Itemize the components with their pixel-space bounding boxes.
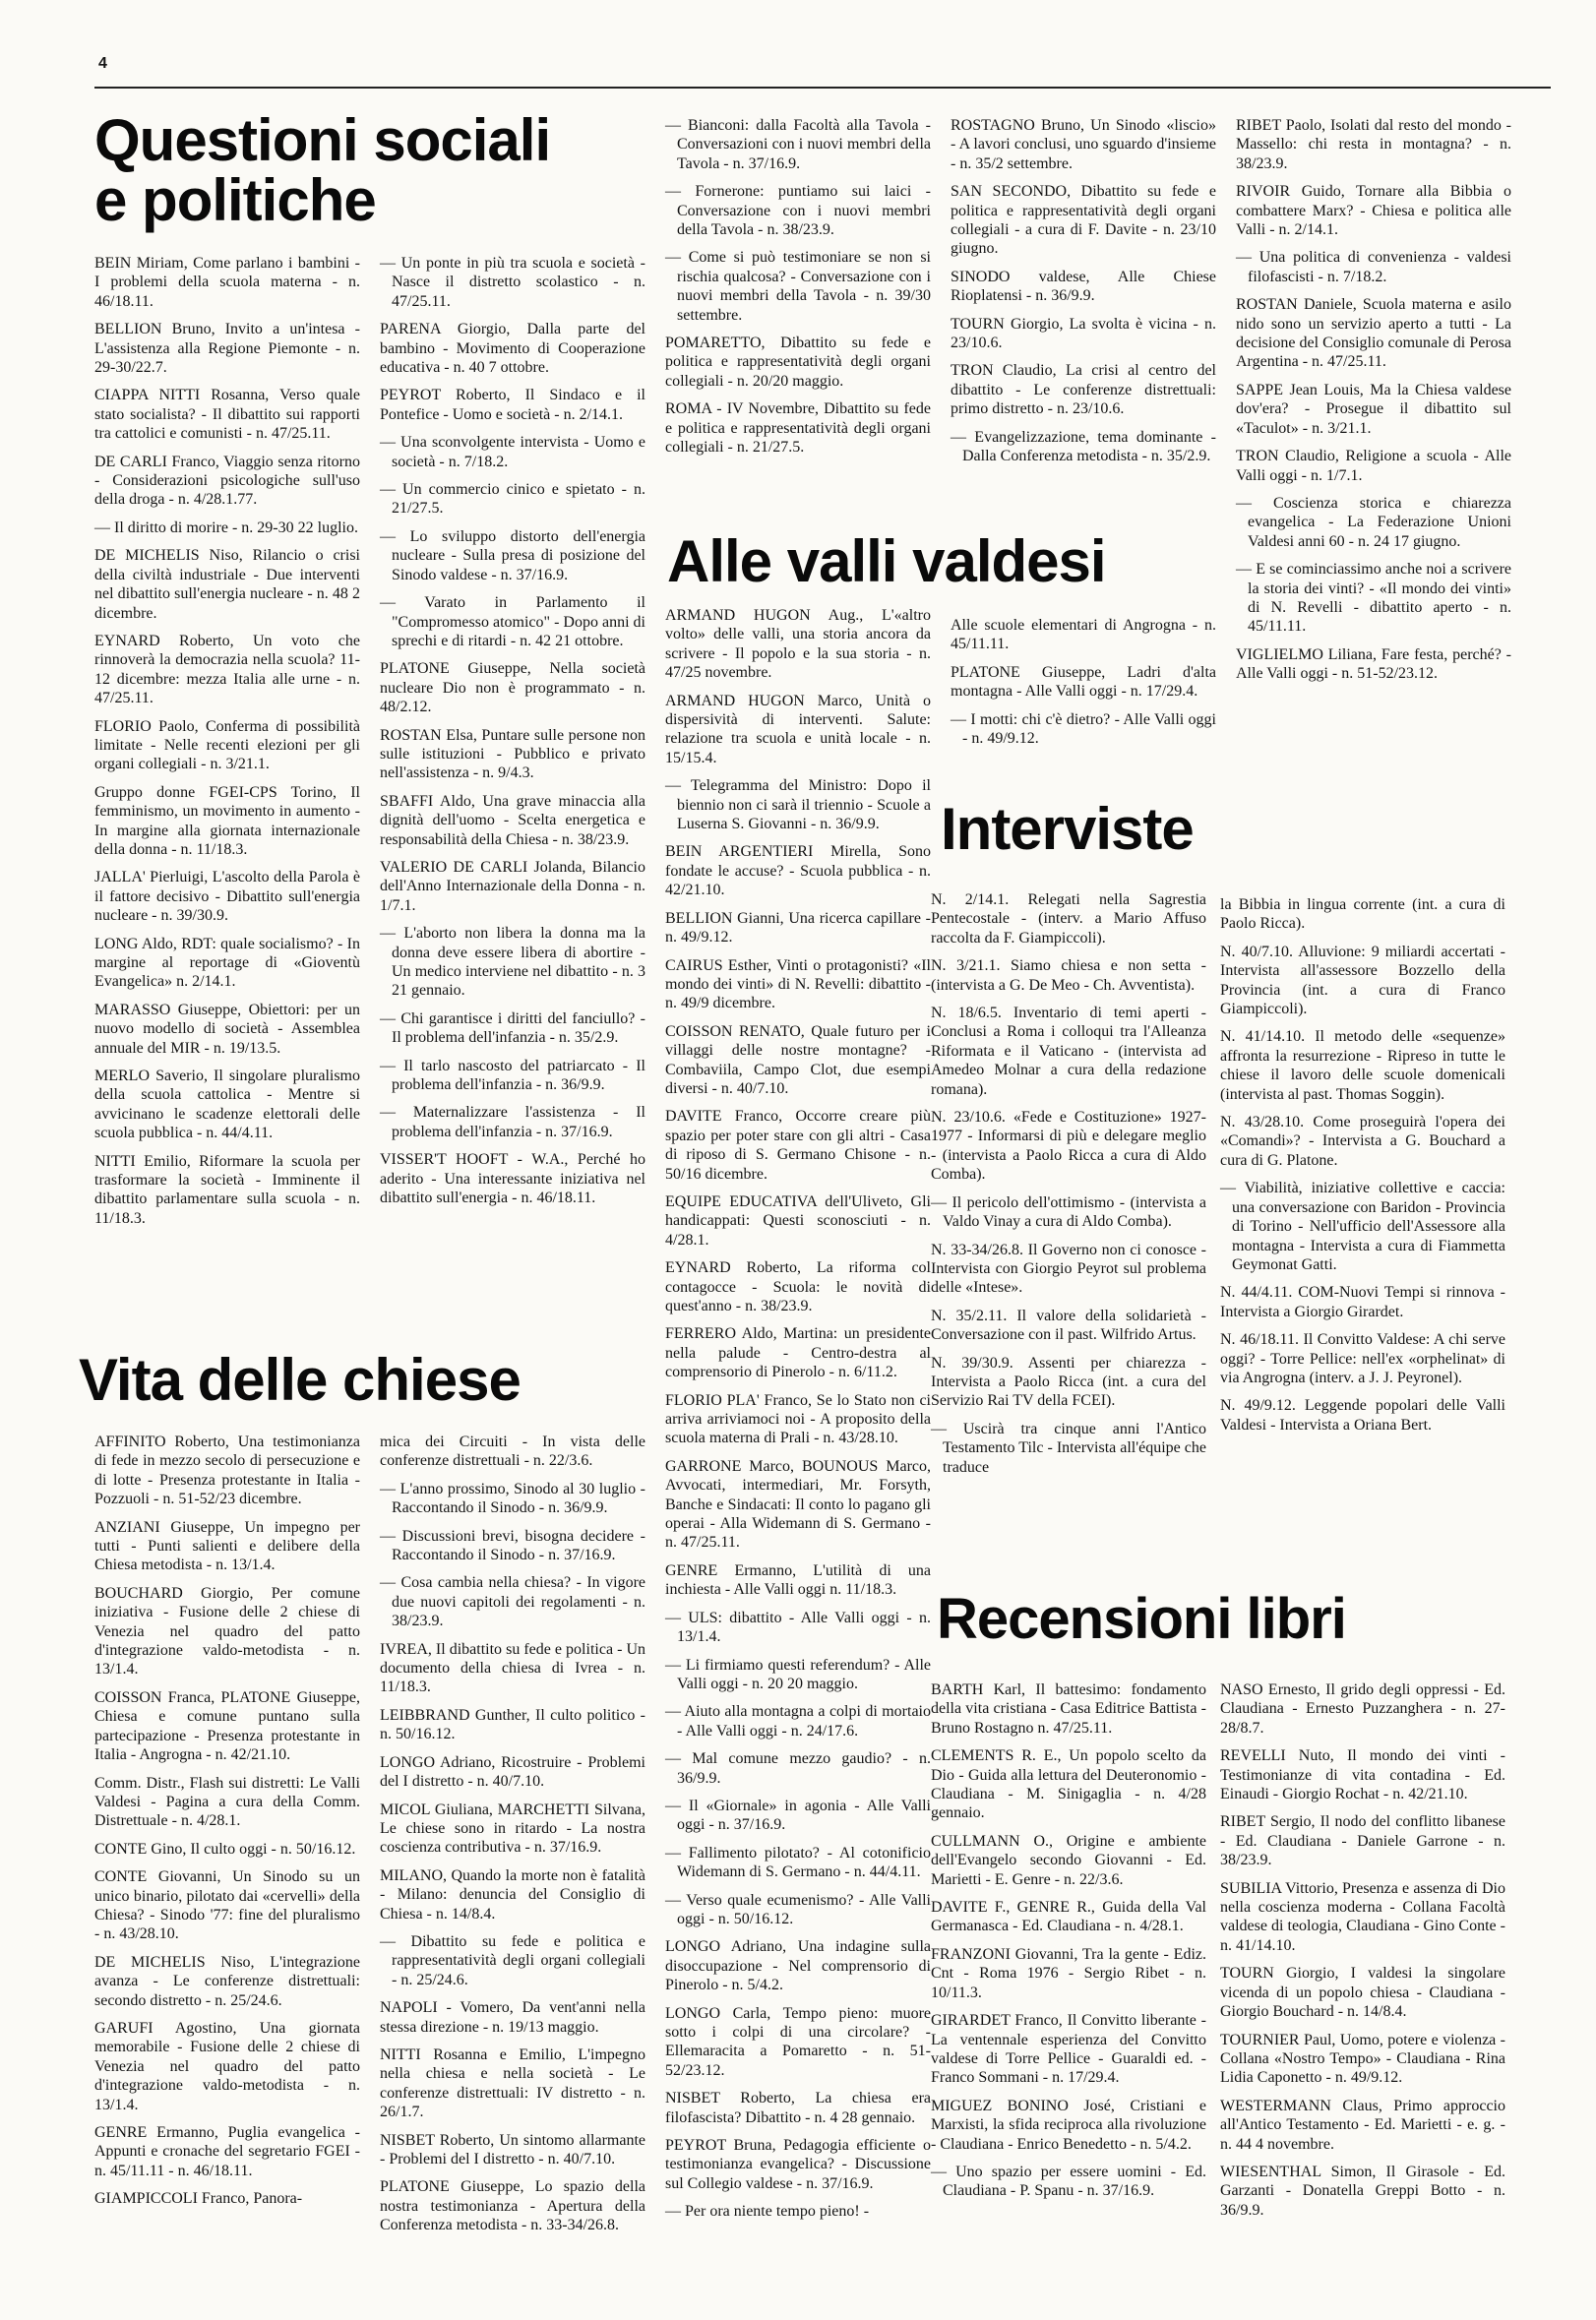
- index-entry: — Il diritto di morire - n. 29-30 22 luglio.: [94, 519, 358, 536]
- index-entry: GARUFI Agostino, Una giornata memorabile - Fusione delle 2 chiese di Venezia nel quadro del patto d'integrazione valdo-metodista - n. 13/1.4.: [94, 2019, 360, 2113]
- index-entry: ANZIANI Giuseppe, Un impegno per tutti - Punti salienti e delibere della Chiesa metodista - n. 13/1.4.: [94, 1518, 360, 1574]
- index-entry: N. 3/21.1. Siamo chiesa e non setta - (intervista a G. De Meo - Ch. Avventista).: [931, 957, 1206, 994]
- index-entry: FLORIO PLA' Franco, Se lo Stato non ci arriva arriviamoci noi - A proposito della scuola materna di Prali - n. 43/28.10.: [665, 1391, 931, 1447]
- page-number: 4: [98, 55, 107, 72]
- heading-interviste: Interviste: [941, 796, 1194, 862]
- index-entry: NAPOLI - Vomero, Da vent'anni nella stessa direzione - n. 19/13 maggio.: [380, 1999, 645, 2036]
- index-entry: GIRARDET Franco, Il Convitto liberante - La ventennale esperienza del Convitto valdese di Torre Pellice - Guaraldi ed. - Franco Sommani - n. 17/29.4.: [931, 2012, 1206, 2087]
- index-entry: CIAPPA NITTI Rosanna, Verso quale stato socialista? - Il dibattito sui rapporti tra cattolici e comunisti - n. 47/25.11.: [94, 387, 360, 443]
- index-entry: ROSTAN Daniele, Scuola materna e asilo nido sono un servizio aperto a tutti - La decisione del Consiglio comunale di Perosa Argentina - n. 47/25.11.: [1236, 296, 1511, 371]
- top-rule: [94, 87, 1551, 89]
- index-entry: — Evangelizzazione, tema dominante - Dalla Conferenza metodista - n. 35/2.9.: [951, 428, 1216, 465]
- index-entry: ARMAND HUGON Marco, Unità o dispersività di interventi. Salute: relazione tra scuola e unità locale - n. 15/15.4.: [665, 692, 931, 766]
- index-entry: — Viabilità, iniziative collettive e caccia: una conversazione con Baridon - Provincia di Torino - Nell'ufficio dell'Assessore alla montagna - Intervista a cura di Fiammetta Geymonat Gatti.: [1220, 1180, 1505, 1273]
- index-entry: la Bibbia in lingua corrente (int. a cura di Paolo Ricca).: [1220, 896, 1505, 933]
- index-entry: — L'anno prossimo, Sinodo al 30 luglio - Raccontando il Sinodo - n. 36/9.9.: [380, 1480, 645, 1517]
- index-entry: N. 41/14.10. Il metodo delle «sequenze» affronta la resurrezione - Ripreso in tutte le chiese il lavoro delle scuole domenicali (intervista al past. Thomas Soggin).: [1220, 1028, 1505, 1103]
- index-entry: NASO Ernesto, Il grido degli oppressi - Ed. Claudiana - Ernesto Puzzanghera - n. 27-28/8.7.: [1220, 1681, 1505, 1737]
- index-entry: — Verso quale ecumenismo? - Alle Valli oggi - n. 50/16.12.: [665, 1891, 931, 1927]
- index-entry: LONGO Adriano, Una indagine sulla disoccupazione - Nel comprensorio di Pinerolo - n. 5/4.2.: [665, 1938, 931, 1994]
- index-entry: COISSON RENATO, Quale futuro per i villaggi delle nostre montagne? - Combaviila, Campo Clot, due esempi diversi - n. 40/7.10.: [665, 1022, 931, 1097]
- index-entry: FERRERO Aldo, Martina: un presidente nella palude - Centro-destra al comprensorio di Pinerolo - n. 6/11.2.: [665, 1325, 931, 1381]
- index-entry: ROMA - IV Novembre, Dibattito su fede e politica e rappresentatività degli organi collegiali - n. 21/27.5.: [665, 400, 931, 457]
- index-entry: N. 46/18.11. Il Convitto Valdese: A chi serve oggi? - Torre Pellice: nell'ex «orphelinat» di via Angrogna (interv. a J. J. Peyronel).: [1220, 1331, 1505, 1386]
- index-entry: — L'aborto non libera la donna ma la donna deve essere libera di abortire - Un medico interviene nel dibattito - n. 3 21 gennaio.: [380, 925, 645, 1000]
- index-entry: PARENA Giorgio, Dalla parte del bambino - Movimento di Cooperazione educativa - n. 40 7 ottobre.: [380, 321, 645, 377]
- index-entry: EYNARD Roberto, Un voto che rinnoverà la democrazia nella scuola? 11-12 dicembre: mezza Italia alle urne - n. 47/25.11.: [94, 632, 360, 707]
- index-entry: IVREA, Il dibattito su fede e politica - Un documento della chiesa di Ivrea - n. 11/18.3.: [380, 1640, 645, 1696]
- index-entry: VISSER'T HOOFT - W.A., Perché ho aderito - Una interessante iniziativa nel dibattito sull'energia - n. 46/18.11.: [380, 1151, 645, 1207]
- vita-col2: [380, 1433, 645, 2244]
- questioni-col3: [665, 116, 931, 466]
- index-entry: LEIBBRAND Gunther, Il culto politico - n. 50/16.12.: [380, 1706, 645, 1743]
- index-entry: MARASSO Giuseppe, Obiettori: per un nuovo modello di società - Assemblea annuale del MIR - n. 19/13.5.: [94, 1001, 360, 1057]
- index-entry: BOUCHARD Giorgio, Per comune iniziativa - Fusione delle 2 chiese di Venezia nel quadro del patto d'integrazione valdo-metodista - n. 13/1.4.: [94, 1584, 360, 1679]
- index-entry: ARMAND HUGON Aug., L'«altro volto» delle valli, una storia ancora da scrivere - Il popolo e la sua storia - n. 47/25 novembre.: [665, 607, 931, 682]
- recensioni-col2: [1220, 1680, 1505, 2228]
- questioni-col5: [1236, 116, 1511, 693]
- index-entry: — Fallimento pilotato? - Al cotonificio Widemann di S. Germano - n. 44/4.11.: [665, 1844, 931, 1881]
- index-entry: PLATONE Giuseppe, Lo spazio della nostra testimonianza - Apertura della Conferenza metodista - n. 33-34/26.8.: [380, 2178, 645, 2234]
- index-entry: — Telegramma del Ministro: Dopo il biennio non ci sarà il triennio - Scuole a Luserna S. Giovanni - n. 36/9.9.: [665, 777, 931, 833]
- index-entry: — Dibattito su fede e politica e rappresentatività degli organi collegiali - n. 25/24.6.: [380, 1932, 645, 1988]
- index-entry: GIAMPICCOLI Franco, Panora-: [94, 2190, 303, 2208]
- index-entry: ROSTAGNO Bruno, Un Sinodo «liscio» - A lavori conclusi, uno sguardo d'insieme - n. 35/2 settembre.: [951, 117, 1216, 172]
- index-entry: Gruppo donne FGEI-CPS Torino, Il femminismo, un movimento in aumento - In margine alla giornata internazionale della donna - n. 11/18.3.: [94, 783, 360, 858]
- index-entry: — Discussioni brevi, bisogna decidere - Raccontando il Sinodo - n. 37/16.9.: [380, 1527, 645, 1564]
- index-entry: EQUIPE EDUCATIVA dell'Uliveto, Gli handicappati: Questi sconosciuti - n. 4/28.1.: [665, 1192, 931, 1249]
- recensioni-col1: [931, 1680, 1206, 2210]
- index-entry: JALLA' Pierluigi, L'ascolto della Parola è il fattore decisivo - Dibattito sull'energia nucleare - n. 39/30.9.: [94, 869, 360, 925]
- index-entry: WIESENTHAL Simon, Il Girasole - Ed. Garzanti - Donatella Greppi Botto - n. 36/9.9.: [1220, 2163, 1505, 2219]
- index-entry: DE MICHELIS Niso, Rilancio o crisi della civiltà industriale - Due interventi nel dibattito sull'energia nucleare - n. 48 2 dicembre.: [94, 547, 360, 622]
- index-entry: RIBET Paolo, Isolati dal resto del mondo - Massello: chi resta in montagna? - n. 38/23.9.: [1236, 117, 1511, 172]
- index-entry: TOURN Giorgio, I valdesi la singolare vicenda di un popolo chiesa - Claudiana - Giorgio Bouchard - n. 14/8.4.: [1220, 1965, 1505, 2021]
- index-entry: — Come si può testimoniare se non si rischia qualcosa? - Conversazione con i nuovi membri della Tavola - n. 39/30 settembre.: [665, 249, 931, 324]
- heading-questioni: [94, 107, 551, 234]
- index-entry: SUBILIA Vittorio, Presenza e assenza di Dio nella coscienza moderna - Collana Facoltà valdese di teologia, Claudiana - Gino Conte - n. 41/14.10.: [1220, 1879, 1505, 1954]
- questioni-col4: [951, 116, 1216, 475]
- questioni-col1: [94, 254, 360, 1237]
- heading-questioni-line2: e politiche: [94, 167, 376, 234]
- index-entry: — Coscienza storica e chiarezza evangelica - La Federazione Unioni Valdesi anni 60 - n. 24 17 giugno.: [1236, 494, 1511, 550]
- index-entry: N. 35/2.11. Il valore della solidarietà - Conversazione con il past. Wilfrido Artus.: [931, 1307, 1206, 1344]
- index-entry: EYNARD Roberto, La riforma col contagocce - Scuola: le novità di quest'anno - n. 38/23.9.: [665, 1259, 931, 1314]
- index-entry: TOURNIER Paul, Uomo, potere e violenza - Collana «Nostro Tempo» - Claudiana - Rina Lidia Caponetto - n. 49/9.12.: [1220, 2031, 1505, 2087]
- index-entry: N. 40/7.10. Alluvione: 9 miliardi accertati - Intervista all'assessore Bozzello della Provincia (int. a cura di Franco Giampiccoli).: [1220, 943, 1505, 1018]
- index-entry: N. 18/6.5. Inventario di temi aperti - Conclusi a Roma i colloqui tra l'Alleanza Riformata e il Vaticano - (intervista ad Amedeo Molnar a cura della redazione romana).: [931, 1005, 1206, 1098]
- index-entry: CAIRUS Esther, Vinti o protagonisti? «Il mondo dei vinti» di N. Revelli: dibattito - n. 49/9 dicembre.: [665, 956, 931, 1012]
- index-entry: — Una sconvolgente intervista - Uomo e società - n. 7/18.2.: [380, 434, 645, 470]
- index-entry: CLEMENTS R. E., Un popolo scelto da Dio - Guida alla lettura del Deuteronomio - Claudiana - M. Sinigaglia - n. 4/28 gennaio.: [931, 1747, 1206, 1822]
- index-entry: N. 39/30.9. Assenti per chiarezza - Intervista a Paolo Ricca (int. a cura del Servizio Rai TV della FCEI).: [931, 1354, 1206, 1410]
- index-entry: — Uscirà tra cinque anni l'Antico Testamento Tilc - Intervista all'équipe che traduce: [931, 1420, 1206, 1476]
- index-entry: LONGO Carla, Tempo pieno: muore sotto i colpi di una circolare? - Ellemaracita a Pomaretto - n. 51-52/23.12.: [665, 2004, 931, 2079]
- index-entry: TRON Claudio, La crisi al centro del dibattito - Le conferenze distrettuali: primo distretto - n. 23/10.6.: [951, 362, 1216, 418]
- index-entry: — Aiuto alla montagna a colpi di mortaio - Alle Valli oggi - n. 24/17.6.: [665, 1703, 931, 1740]
- index-entry: VALERIO DE CARLI Jolanda, Bilancio dell'Anno Internazionale della Donna - n. 1/7.1.: [380, 858, 645, 914]
- index-entry: mica dei Circuiti - In vista delle conferenze distrettuali - n. 22/3.6.: [380, 1434, 645, 1470]
- index-entry: NITTI Rosanna e Emilio, L'impegno nella chiesa e nella società - Le conferenze distrettuali: IV distretto - n. 26/1.7.: [380, 2045, 645, 2121]
- index-entry: LONGO Adriano, Ricostruire - Problemi del I distretto - n. 40/7.10.: [380, 1753, 645, 1791]
- index-entry: GENRE Ermanno, L'utilità di una inchiesta - Alle Valli oggi n. 11/18.3.: [665, 1561, 931, 1599]
- index-entry: REVELLI Nuto, Il mondo dei vinti - Testimonianze di vita contadina - Ed. Einaudi - Giorgio Rochat - n. 42/21.10.: [1220, 1747, 1505, 1803]
- index-entry: N. 49/9.12. Leggende popolari delle Valli Valdesi - Intervista a Oriana Bert.: [1220, 1397, 1505, 1434]
- index-entry: BELLION Bruno, Invito a un'intesa - L'assistenza alla Regione Piemonte - n. 29-30/22.7.: [94, 321, 360, 377]
- index-entry: SBAFFI Aldo, Una grave minaccia alla dignità dell'uomo - Scelta energetica e responsabilità della Chiesa - n. 38/23.9.: [380, 792, 645, 848]
- heading-vita: Vita delle chiese: [79, 1347, 521, 1413]
- index-entry: — Varato in Parlamento il "Compromesso atomico" - Dopo anni di sprechi e di ritardi - n. 42 21 ottobre.: [380, 594, 645, 649]
- index-entry: ROSTAN Elsa, Puntare sulle persone non sulle istituzioni - Pubblico e privato nell'assistenza - n. 9/4.3.: [380, 726, 645, 782]
- index-entry: PLATONE Giuseppe, Nella società nucleare Dio non è programmato - n. 48/2.12.: [380, 660, 645, 716]
- index-entry: — Il tarlo nascosto del patriarcato - Il problema dell'infanzia - n. 36/9.9.: [380, 1057, 645, 1094]
- index-entry: — Cosa cambia nella chiesa? - In vigore due nuovi capitoli dei regolamenti - n. 38/23.9.: [380, 1574, 645, 1630]
- index-entry: NISBET Roberto, Un sintomo allarmante - Problemi del I distretto - n. 40/7.10.: [380, 2131, 645, 2167]
- index-entry: — E se cominciassimo anche noi a scrivere la storia dei vinti? - «Il mondo dei vinti» di N. Revelli - dibattito aperto - n. 45/11.11.: [1236, 561, 1511, 636]
- vita-col1: [94, 1433, 360, 2218]
- valli-col2: [951, 616, 1216, 757]
- valli-col1: [665, 606, 931, 2230]
- index-entry: DE MICHELIS Niso, L'integrazione avanza - Le conferenze distrettuali: secondo distretto - n. 25/24.6.: [94, 1953, 360, 2009]
- index-entry: — Il pericolo dell'ottimismo - (intervista a Valdo Vinay a cura di Aldo Comba).: [931, 1193, 1206, 1231]
- questioni-col2: [380, 254, 645, 1216]
- index-entry: — Mal comune mezzo gaudio? - n. 36/9.9.: [665, 1750, 931, 1787]
- index-entry: CONTE Gino, Il culto oggi - n. 50/16.12.: [94, 1840, 356, 1858]
- index-entry: RIVOIR Guido, Tornare alla Bibbia o combattere Marx? - Chiesa e politica alle Valli - n. 2/14.1.: [1236, 183, 1511, 239]
- index-entry: POMARETTO, Dibattito su fede e politica e rappresentatività degli organi collegiali - n. 20/20 maggio.: [665, 335, 931, 390]
- index-entry: TRON Claudio, Religione a scuola - Alle Valli oggi - n. 1/7.1.: [1236, 448, 1511, 484]
- index-entry: — Un commercio cinico e spietato - n. 21/27.5.: [380, 481, 645, 518]
- index-entry: CULLMANN O., Origine e ambiente dell'Evangelo secondo Giovanni - Ed. Marietti - E. Genre - n. 22/3.6.: [931, 1832, 1206, 1888]
- index-entry: MIGUEZ BONINO José, Cristiani e Marxisti, la sfida reciproca alla rivoluzione - Claudiana - Enrico Benedetto - n. 5/4.2.: [931, 2097, 1206, 2153]
- index-entry: PLATONE Giuseppe, Ladri d'alta montagna - Alle Valli oggi - n. 17/29.4.: [951, 663, 1216, 701]
- index-entry: MERLO Saverio, Il singolare pluralismo della scuola cattolica - Mentre si avvicinano le scadenze elettorali delle scuola pubblica - n. 44/4.11.: [94, 1068, 360, 1142]
- index-entry: WESTERMANN Claus, Primo approccio all'Antico Testamento - Ed. Marietti - e. g. - n. 44 4 novembre.: [1220, 2097, 1505, 2153]
- index-entry: FRANZONI Giovanni, Tra la gente - Ediz. Cnt - Roma 1976 - Sergio Ribet - n. 10/11.3.: [931, 1945, 1206, 2001]
- index-entry: — Bianconi: dalla Facoltà alla Tavola - Conversazioni con i nuovi membri della Tavola - n. 37/16.9.: [665, 117, 931, 172]
- index-entry: NITTI Emilio, Riformare la scuola per trasformare la società - Imminente il dibattito parlamentare sulla scuola - n. 11/18.3.: [94, 1152, 360, 1227]
- index-entry: DE CARLI Franco, Viaggio senza ritorno - Considerazioni psicologiche sull'uso della droga - n. 4/28.1.77.: [94, 453, 360, 509]
- index-entry: — Maternalizzare l'assistenza - Il problema dell'infanzia - n. 37/16.9.: [380, 1104, 645, 1140]
- index-entry: BARTH Karl, Il battesimo: fondamento della vita cristiana - Casa Editrice Battista - Bruno Rostagno n. 47/25.11.: [931, 1681, 1206, 1737]
- index-entry: DAVITE F., GENRE R., Guida della Val Germanasca - Ed. Claudiana - n. 4/28.1.: [931, 1899, 1206, 1935]
- index-entry: N. 2/14.1. Relegati nella Sagrestia Pentecostale - (interv. a Mario Affuso raccolta da F. Giampiccoli).: [931, 891, 1206, 946]
- heading-questioni-line1: Questioni sociali: [94, 107, 551, 173]
- heading-valli: Alle valli valdesi: [667, 528, 1106, 594]
- index-entry: — Lo sviluppo distorto dell'energia nucleare - Sulla presa di posizione del Sinodo valdese - n. 37/16.9.: [380, 527, 645, 583]
- index-entry: N. 23/10.6. «Fede e Costituzione» 1927-1977 - Informarsi di più e delegare meglio - (intervista a Paolo Ricca a cura di Aldo Comba).: [931, 1109, 1206, 1184]
- index-entry: MILANO, Quando la morte non è fatalità - Milano: denuncia del Consiglio di Chiesa - n. 14/8.4.: [380, 1866, 645, 1923]
- index-entry: SAPPE Jean Louis, Ma la Chiesa valdese dov'era? - Prosegue il dibattito sul «Taculot» - n. 3/21.1.: [1236, 381, 1511, 437]
- index-entry: — Li firmiamo questi referendum? - Alle Valli oggi - n. 20 20 maggio.: [665, 1656, 931, 1692]
- index-entry: — Il «Giornale» in agonia - Alle Valli oggi - n. 37/16.9.: [665, 1797, 931, 1834]
- index-entry: RIBET Sergio, Il nodo del conflitto libanese - Ed. Claudiana - Daniele Garrone - n. 38/23.9.: [1220, 1813, 1505, 1869]
- interviste-col2: [1220, 895, 1505, 1443]
- index-entry: LONG Aldo, RDT: quale socialismo? - In margine al reportage di «Gioventù Evangelica» n. 2/14.1.: [94, 935, 360, 991]
- index-entry: PEYROT Bruna, Pedagogia efficiente o testimonianza evangelica? - Discussione sul Collegio valdese - n. 37/16.9.: [665, 2137, 931, 2192]
- index-entry: — Chi garantisce i diritti del fanciullo? - Il problema dell'infanzia - n. 35/2.9.: [380, 1009, 645, 1047]
- index-entry: Comm. Distr., Flash sui distretti: Le Valli Valdesi - Pagina a cura della Comm. Distrettuale - n. 4/28.1.: [94, 1774, 360, 1830]
- index-entry: — Un ponte in più tra scuola e società - Nasce il distretto scolastico - n. 47/25.11.: [380, 255, 645, 310]
- index-entry: CONTE Giovanni, Un Sinodo su un unico binario, pilotato dai «cervelli» della Chiesa? - Sinodo '77: fine del pluralismo - n. 43/28.10.: [94, 1868, 360, 1943]
- index-entry: BEIN ARGENTIERI Mirella, Sono fondate le accuse? - Scuola pubblica - n. 42/21.10.: [665, 843, 931, 899]
- index-entry: MICOL Giuliana, MARCHETTI Silvana, Le chiese sono in ritardo - La nostra coscienza contributiva - n. 37/16.9.: [380, 1801, 645, 1857]
- index-entry: — Uno spazio per essere uomini - Ed. Claudiana - P. Spanu - n. 37/16.9.: [931, 2163, 1206, 2200]
- heading-recensioni: Recensioni libri: [937, 1587, 1346, 1651]
- index-entry: AFFINITO Roberto, Una testimonianza di fede in mezzo secolo di persecuzione e di lotte - Presenza protestante in Italia - Pozzuoli - n. 51-52/23 dicembre.: [94, 1434, 360, 1508]
- index-entry: TOURN Giorgio, La svolta è vicina - n. 23/10.6.: [951, 315, 1216, 352]
- index-entry: GARRONE Marco, BOUNOUS Marco, Avvocati, intermediari, Mr. Forsyth, Banche e Sindacati: Il conto lo pagano gli operai - Alla Widemann di S. Germano - n. 47/25.11.: [665, 1457, 931, 1552]
- index-entry: BELLION Gianni, Una ricerca capillare - n. 49/9.12.: [665, 909, 931, 946]
- index-entry: — I motti: chi c'è dietro? - Alle Valli oggi - n. 49/9.12.: [951, 710, 1216, 748]
- index-entry: — ULS: dibattito - Alle Valli oggi - n. 13/1.4.: [665, 1609, 931, 1646]
- index-entry: SAN SECONDO, Dibattito su fede e politica e rappresentatività degli organi collegiali - a cura di F. Davite - n. 23/10 giugno.: [951, 183, 1216, 258]
- index-entry: GENRE Ermanno, Puglia evangelica - Appunti e cronache del segretario FGEI - n. 45/11.11 - n. 46/18.11.: [94, 2124, 360, 2179]
- index-entry: — Una politica di convenienza - valdesi filofascisti - n. 7/18.2.: [1236, 249, 1511, 285]
- index-entry: NISBET Roberto, La chiesa era filofascista? Dibattito - n. 4 28 gennaio.: [665, 2090, 931, 2126]
- index-entry: BEIN Miriam, Come parlano i bambini - I problemi della scuola materna - n. 46/18.11.: [94, 255, 360, 310]
- index-entry: FLORIO Paolo, Conferma di possibilità limitate - Nelle recenti elezioni per gli organi collegiali - n. 3/21.1.: [94, 717, 360, 773]
- index-entry: N. 44/4.11. COM-Nuovi Tempi si rinnova - Intervista a Giorgio Girardet.: [1220, 1284, 1505, 1320]
- index-entry: PEYROT Roberto, Il Sindaco e il Pontefice - Uomo e società - n. 2/14.1.: [380, 387, 645, 423]
- index-entry: N. 43/28.10. Come proseguirà l'opera dei «Comandi»? - Intervista a G. Bouchard a cura di G. Platone.: [1220, 1114, 1505, 1169]
- index-entry: — Per ora niente tempo pieno! -: [665, 2203, 870, 2221]
- index-entry: — Fornerone: puntiamo sui laici - Conversazione con i nuovi membri della Tavola - n. 38/23.9.: [665, 183, 931, 239]
- index-entry: VIGLIELMO Liliana, Fare festa, perché? - Alle Valli oggi - n. 51-52/23.12.: [1236, 645, 1511, 683]
- index-entry: Alle scuole elementari di Angrogna - n. 45/11.11.: [951, 617, 1216, 653]
- interviste-col1: [931, 890, 1206, 1486]
- index-entry: COISSON Franca, PLATONE Giuseppe, Chiesa e comune puntano sulla partecipazione - Presenza protestante in Italia - Angrogna - n. 42/21.10.: [94, 1688, 360, 1764]
- index-entry: SINODO valdese, Alle Chiese Rioplatensi - n. 36/9.9.: [951, 268, 1216, 305]
- index-entry: DAVITE Franco, Occorre creare più spazio per poter stare con gli altri - Casa di riposo di S. Germano Chisone - n. 50/16 dicembre.: [665, 1108, 931, 1183]
- index-entry: N. 33-34/26.8. Il Governo non ci conosce - Intervista con Giorgio Peyrot sul problema delle «Intese».: [931, 1241, 1206, 1297]
